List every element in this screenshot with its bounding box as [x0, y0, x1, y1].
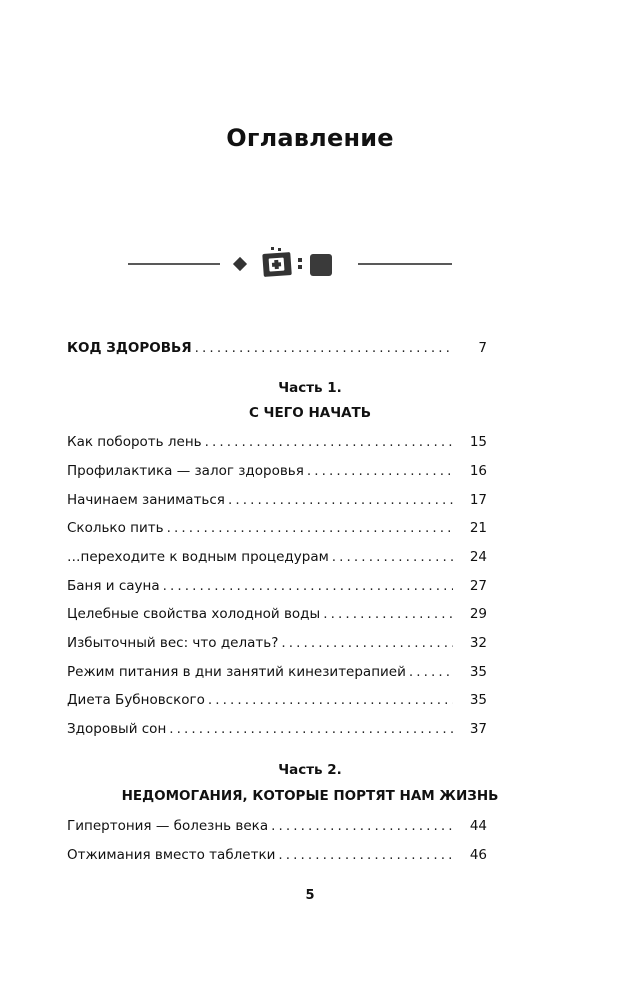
toc-item-page: 35: [469, 692, 487, 708]
toc-item-page: 27: [469, 578, 487, 594]
part1-title: С ЧЕГО НАЧАТЬ: [248, 405, 372, 421]
toc-item[interactable]: [67, 432, 487, 452]
toc-item-page: 46: [469, 847, 487, 863]
toc-item-label: Баня и сауна: [67, 578, 160, 594]
part2-number: Часть 2.: [278, 762, 342, 778]
toc-item[interactable]: [67, 633, 487, 653]
toc-leader-dots: [167, 518, 453, 538]
part1-number: Часть 1.: [278, 380, 342, 396]
toc-leader-dots: [409, 662, 453, 682]
toc-item-page: 24: [469, 549, 487, 565]
toc-item-intro[interactable]: [67, 338, 487, 358]
toc-item[interactable]: [67, 518, 487, 538]
toc-leader-dots: [163, 576, 453, 596]
toc-leader-dots: [271, 816, 453, 836]
toc-item-page: 44: [469, 818, 487, 834]
page-number: 5: [305, 888, 315, 903]
toc-leader-dots: [323, 604, 453, 624]
toc-item[interactable]: [67, 576, 487, 596]
toc-leader-dots: [208, 690, 453, 710]
toc-item-page: 35: [469, 664, 487, 680]
toc-leader-dots: [307, 461, 453, 481]
toc-item-page: 29: [469, 606, 487, 622]
toc-item-label: …переходите к водным процедурам: [67, 549, 329, 565]
toc-item-label: Профилактика — залог здоровья: [67, 463, 304, 479]
toc-item[interactable]: [67, 690, 487, 710]
toc-item-label: Отжимания вместо таблетки: [67, 847, 276, 863]
toc-item-page: 15: [469, 434, 487, 450]
toc-item-label: Режим питания в дни занятий кинезитерапией: [67, 664, 406, 680]
ornament-dots-icon: [298, 258, 302, 262]
toc-item-label: Диета Бубновского: [67, 692, 205, 708]
toc-leader-dots: [281, 633, 453, 653]
decorative-ornament: [128, 244, 452, 284]
page-title: Оглавление: [226, 124, 394, 152]
toc-item-label: Начинаем заниматься: [67, 492, 225, 508]
ornament-diamond-icon: [233, 257, 247, 271]
toc-item[interactable]: [67, 662, 487, 682]
toc-item-page: 17: [469, 492, 487, 508]
part2-title: НЕДОМОГАНИЯ, КОТОРЫЕ ПОРТЯТ НАМ ЖИЗНЬ: [121, 788, 499, 804]
toc-leader-dots: [228, 490, 453, 510]
toc-item-label: КОД ЗДОРОВЬЯ: [67, 340, 192, 356]
toc-item[interactable]: [67, 719, 487, 739]
toc-item-label: Как побороть лень: [67, 434, 202, 450]
toc-leader-dots: [332, 547, 453, 567]
toc-item-page: 32: [469, 635, 487, 651]
toc-item-page: 37: [469, 721, 487, 737]
toc-item-label: Избыточный вес: что делать?: [67, 635, 279, 651]
toc-item[interactable]: [67, 461, 487, 481]
toc-item-label: Сколько пить: [67, 520, 164, 536]
toc-leader-dots: [205, 432, 453, 452]
toc-leader-dots: [195, 338, 453, 358]
toc-item[interactable]: [67, 490, 487, 510]
toc-item-page: 16: [469, 463, 487, 479]
toc-item[interactable]: [67, 604, 487, 624]
toc-item-label: Гипертония — болезнь века: [67, 818, 269, 834]
toc-item[interactable]: [67, 845, 487, 865]
toc-item-page: 7: [478, 340, 487, 356]
toc-item[interactable]: [67, 547, 487, 567]
toc-item-label: Здоровый сон: [67, 721, 167, 737]
toc-leader-dots: [169, 719, 453, 739]
toc-item-page: 21: [469, 520, 487, 536]
ornament-square-icon: [310, 254, 332, 276]
toc-item-label: Целебные свойства холодной воды: [67, 606, 321, 622]
toc-leader-dots: [278, 845, 453, 865]
toc-item[interactable]: [67, 816, 487, 836]
